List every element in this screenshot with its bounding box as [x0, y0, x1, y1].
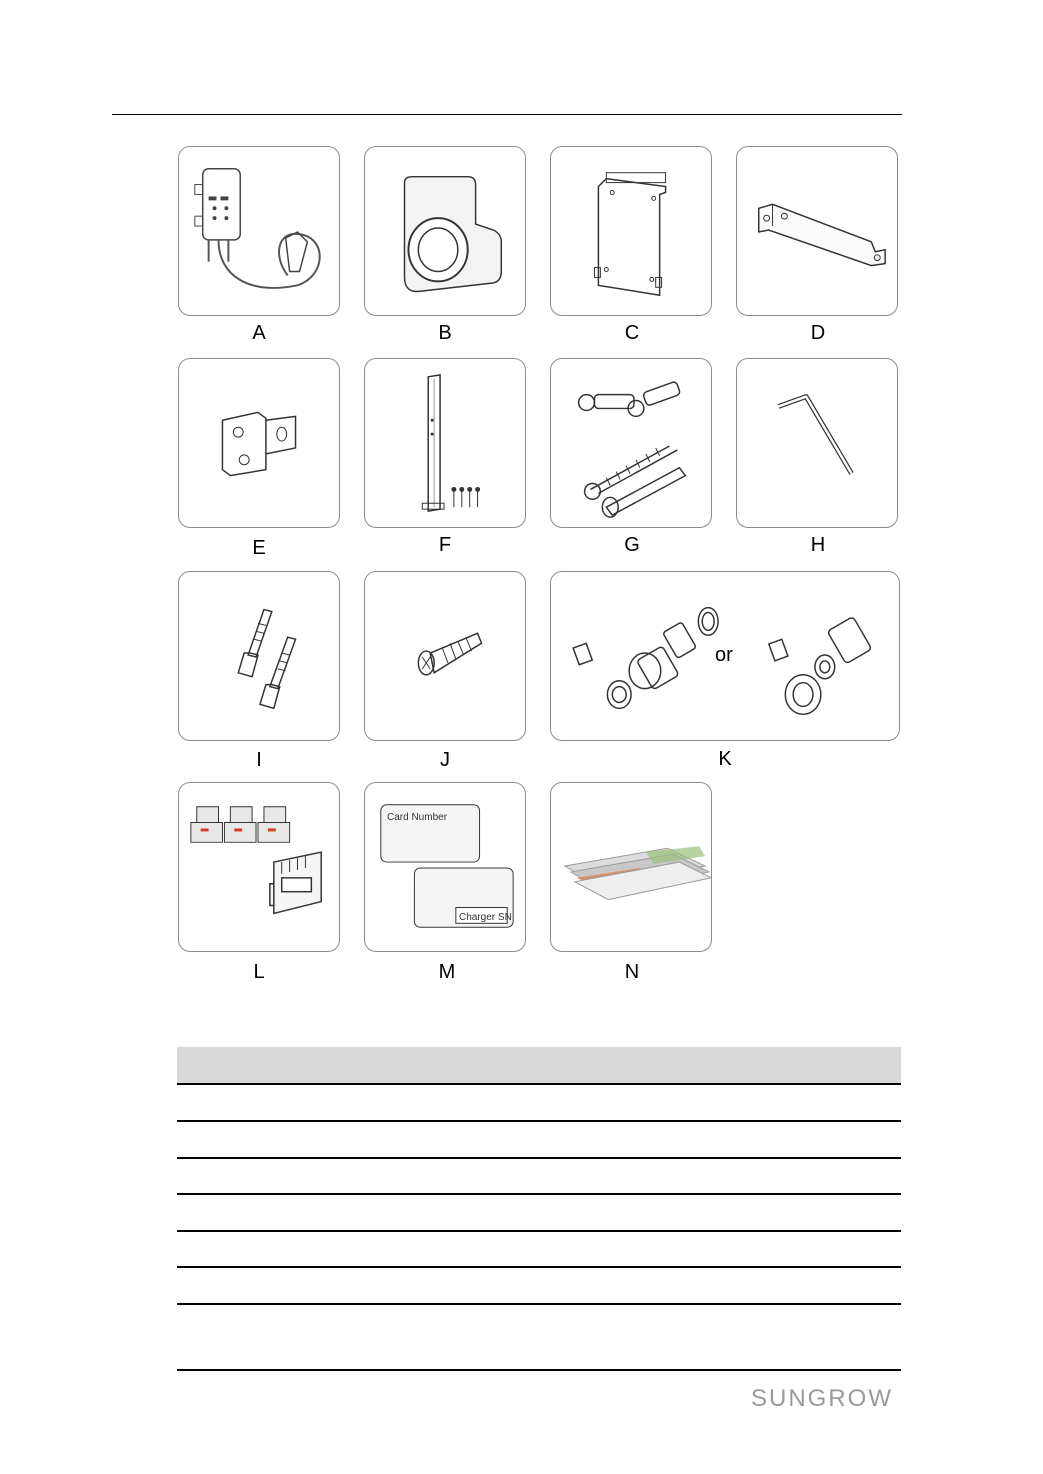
item-d-bracket-image	[736, 146, 898, 316]
item-i-terminals-image	[178, 571, 340, 741]
wall-bracket-icon	[737, 147, 897, 315]
item-label: I	[256, 749, 262, 771]
item-j-screw-image	[364, 571, 526, 741]
item-g-screws-anchors-image	[550, 358, 712, 528]
table-row-divider	[177, 1266, 901, 1268]
table-row-divider	[177, 1230, 901, 1232]
table-row-divider	[177, 1193, 901, 1195]
item-f-pillar-image	[364, 358, 526, 528]
mounting-plate-icon	[551, 147, 711, 315]
cord-end-terminals-icon	[179, 572, 339, 740]
item-label: E	[252, 537, 266, 559]
item-a-charger-image	[178, 146, 340, 316]
mounting-pillar-icon	[365, 359, 525, 527]
item-label: K	[718, 748, 732, 770]
rfid-cards-icon	[365, 783, 525, 951]
item-label: A	[252, 322, 266, 344]
item-l-meter-image	[178, 782, 340, 952]
table-row-divider	[177, 1083, 901, 1085]
fixing-plate-icon	[179, 359, 339, 527]
item-label: C	[624, 322, 640, 344]
table-row-divider	[177, 1303, 901, 1305]
item-label: H	[810, 534, 826, 556]
item-label: D	[810, 322, 826, 344]
card-number-text: Card Number	[387, 812, 448, 823]
item-c-mounting-plate-image	[550, 146, 712, 316]
table-row-divider	[177, 1157, 901, 1159]
charger-sn-text: Charger SN	[459, 912, 512, 923]
table-row-divider	[177, 1369, 901, 1371]
item-label: J	[440, 749, 450, 771]
hex-key-wrench-icon	[737, 359, 897, 527]
table-row-divider	[177, 1120, 901, 1122]
sungrow-logo: SUNGROW	[751, 1385, 893, 1412]
item-n-documents-image	[550, 782, 712, 952]
or-separator-text: or	[715, 644, 733, 666]
cable-holster-icon	[365, 147, 525, 315]
expansion-screws-icon	[551, 359, 711, 527]
item-label: L	[253, 961, 265, 983]
item-label: B	[438, 322, 452, 344]
item-label: F	[438, 534, 452, 556]
item-label: G	[624, 534, 640, 556]
charger-with-cable-icon	[179, 147, 339, 315]
header-rule	[112, 114, 902, 115]
item-b-holster-image	[364, 146, 526, 316]
item-m-rfid-cards-image	[364, 782, 526, 952]
item-h-hex-key-image	[736, 358, 898, 528]
item-e-fixing-plate-image	[178, 358, 340, 528]
smart-meter-with-ct-icon	[179, 783, 339, 951]
item-label: N	[624, 961, 640, 983]
countersunk-screw-icon	[365, 572, 525, 740]
table-header	[177, 1047, 901, 1083]
item-label: M	[438, 961, 456, 983]
documents-icon	[551, 783, 711, 951]
